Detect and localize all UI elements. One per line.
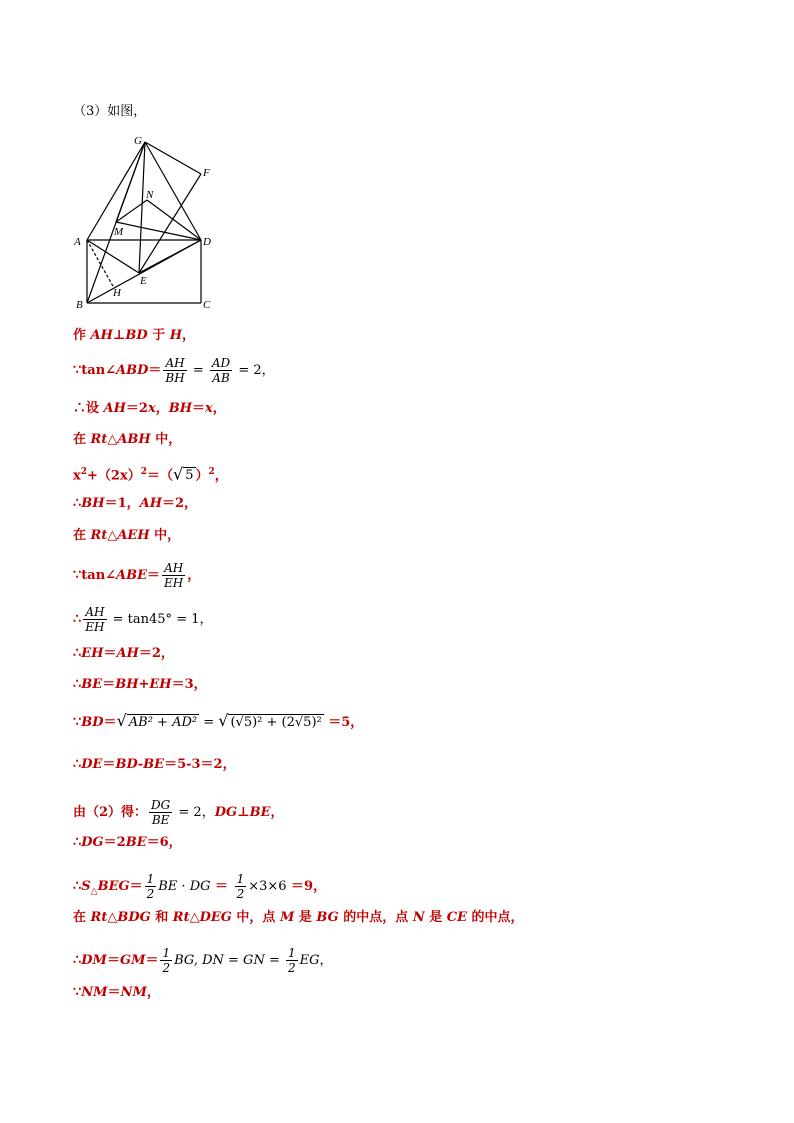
- label-a: A: [74, 236, 81, 248]
- segment-ge: [139, 142, 145, 273]
- solution-line-14: 由（2）得： $\frac{DG}{BE}$ = 2，DG⊥BE，: [73, 798, 284, 827]
- solution-line-15: ∴DG＝2BE＝6，: [73, 835, 182, 850]
- label-m: M: [114, 226, 124, 238]
- label-b: B: [76, 299, 83, 311]
- solution-line-13: ∴DE＝BD-BE＝5-3＝2，: [73, 757, 236, 772]
- geometry-figure: [70, 132, 230, 317]
- solution-line-6: ∴BH＝1，AH＝2，: [73, 496, 198, 511]
- solution-line-18: ∴DM＝GM＝ $\frac{1}{2}$ BG, DN = GN = $\frac{1}{2}$ EG，: [73, 946, 333, 975]
- label-d: D: [203, 236, 211, 248]
- solution-line-10: ∴EH＝AH＝2，: [73, 646, 174, 661]
- solution-line-1: 作 AH⊥BD 于 H，: [73, 328, 196, 343]
- solution-line-4: 在 Rt△ABH 中，: [73, 432, 182, 447]
- solution-line-17: 在 Rt△BDG 和 Rt△DEG 中，点 M 是 BG 的中点，点 N 是 CE 的中点，: [73, 910, 524, 925]
- solution-line-16: $\therefore S_\triangle BEG=$ $\frac{1}{2}$ BE · DG ＝ $\frac{1}{2}$ ×3×6 ＝9，: [73, 872, 327, 901]
- solution-line-19: ∵NM＝NM，: [73, 985, 160, 1000]
- segment-ah-dashed: [87, 240, 114, 288]
- fraction-ad-ab: $\frac{AD}{AB}$: [211, 356, 231, 385]
- solution-line-7: 在 Rt△AEH 中，: [73, 528, 181, 543]
- label-e: E: [140, 275, 147, 287]
- solution-line-8: ∵tan∠ABE＝ $\frac{AH}{EH}$ ，: [73, 561, 201, 590]
- fraction-one-half-3: $\frac{1}{2}$: [162, 946, 171, 975]
- part-label-text: （3）如图，: [73, 104, 147, 119]
- fraction-one-half-1: $\frac{1}{2}$: [146, 872, 155, 901]
- sqrt-expression: (√5)² + (2√5)²: [230, 715, 322, 730]
- solution-line-2: ∵tan∠ABD＝ $\frac{AH}{BH}$ = $\frac{AD}{AB}$ = 2，: [73, 356, 275, 385]
- segment-ed: [139, 240, 201, 273]
- label-c: C: [203, 299, 211, 311]
- segment-gf: [145, 142, 201, 174]
- segment-gd: [145, 142, 201, 240]
- label-g: G: [134, 135, 142, 147]
- label-f: F: [203, 167, 210, 179]
- segment-mg: [116, 142, 145, 222]
- solution-line-3: ∴设 AH＝2x，BH＝x，: [73, 401, 226, 416]
- fraction-ah-eh-2: $\frac{AH}{EH}$: [85, 605, 105, 634]
- fraction-one-half-2: $\frac{1}{2}$: [236, 872, 245, 901]
- fraction-one-half-4: $\frac{1}{2}$: [287, 946, 296, 975]
- fraction-ah-eh: $\frac{AH}{EH}$: [164, 561, 184, 590]
- label-h: H: [113, 287, 121, 299]
- segment-ae: [87, 240, 139, 273]
- fraction-dg-be: $\frac{DG}{BE}$: [151, 798, 171, 827]
- sqrt-ab-ad: AB² + AD²: [128, 715, 198, 730]
- sqrt-5: 5: [185, 468, 194, 484]
- fraction-ah-bh: $\frac{AH}{BH}$: [165, 356, 185, 385]
- solution-line-11: ∴BE＝BH+EH＝3，: [73, 677, 207, 692]
- solution-line-9: ∴ $\frac{AH}{EH}$ = tan45° = 1，: [73, 605, 213, 634]
- solution-line-5: $x^2+(2x)^2=(√$ 5 ）$^2$，: [73, 464, 228, 484]
- part-label: [73, 104, 146, 120]
- solution-line-12: ∵BD＝√ AB² + AD² = √ (√5)² + (2√5)² ＝5，: [73, 711, 364, 730]
- label-n: N: [146, 189, 154, 201]
